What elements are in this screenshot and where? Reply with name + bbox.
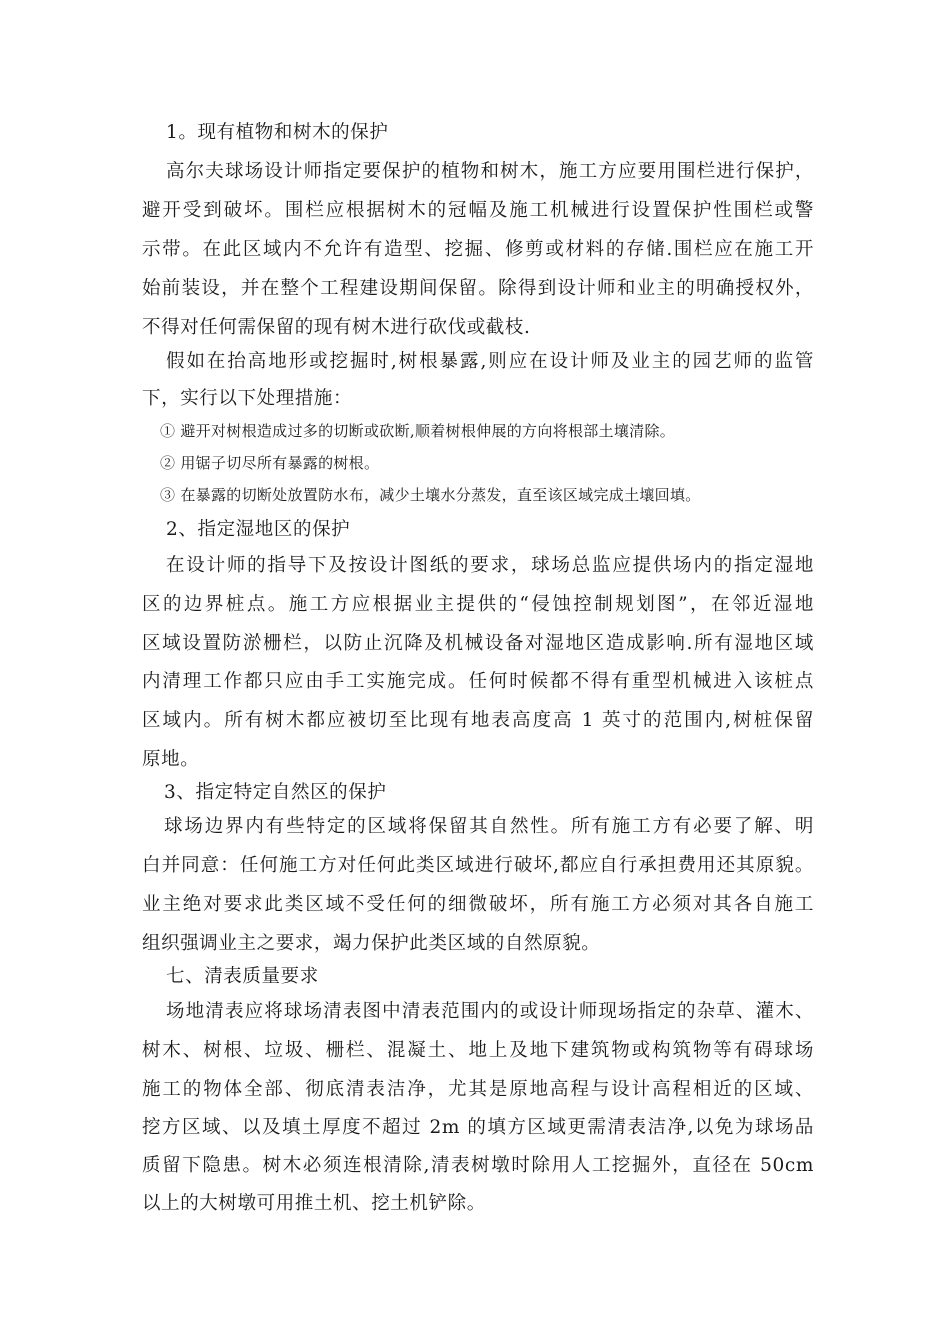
section-heading-1: 1。现有植物和树木的保护: [166, 122, 389, 143]
paragraph-line: 质留下隐患。树木必须连根清除,清表树墩时除用人工挖掘外，直径在 50cm: [142, 1155, 814, 1176]
paragraph-line: 区的边界桩点。施工方应根据业主提供的“侵蚀控制规划图”，在邻近湿地: [142, 594, 814, 615]
list-item-2: ② 用锯子切尽所有暴露的树根。: [160, 454, 380, 472]
paragraph-line: 以上的大树墩可用推土机、挖土机铲除。: [142, 1193, 486, 1214]
paragraph-line: 内清理工作都只应由手工实施完成。任何时候都不得有重型机械进入该桩点: [142, 671, 814, 692]
section-heading-4: 七、清表质量要求: [166, 966, 319, 987]
paragraph-line: 组织强调业主之要求，竭力保护此类区域的自然原貌。: [142, 933, 601, 954]
paragraph-line: 场地清表应将球场清表图中清表范围内的或设计师现场指定的杂草、灌木、: [166, 1001, 814, 1022]
paragraph-line: 区域设置防淤栅栏，以防止沉降及机械设备对湿地区造成影响.所有湿地区域: [142, 633, 814, 654]
paragraph-line: 区域内。所有树木都应被切至比现有地表高度高 1 英寸的范围内,树桩保留: [142, 710, 814, 731]
paragraph-line: 原地。: [142, 749, 200, 770]
paragraph-line: 树木、树根、垃圾、栅栏、混凝土、地上及地下建筑物或构筑物等有碍球场: [142, 1040, 814, 1061]
paragraph-line: 球场边界内有些特定的区域将保留其自然性。所有施工方有必要了解、明: [164, 816, 814, 837]
paragraph-line: 白并同意：任何施工方对任何此类区域进行破坏,都应自行承担费用还其原貌。: [142, 855, 814, 876]
paragraph-line: 施工的物体全部、彻底清表洁净，尤其是原地高程与设计高程相近的区域、: [142, 1079, 814, 1100]
section-heading-3: 3、指定特定自然区的保护: [164, 782, 387, 803]
paragraph-line: 高尔夫球场设计师指定要保护的植物和树木，施工方应要用围栏进行保护，: [166, 161, 814, 182]
paragraph-line: 避开受到破坏。围栏应根据树木的冠幅及施工机械进行设置保护性围栏或警: [142, 200, 814, 221]
paragraph-line: 示带。在此区域内不允许有造型、挖掘、修剪或材料的存储.围栏应在施工开: [142, 239, 814, 260]
paragraph-line: 始前装设，并在整个工程建设期间保留。除得到设计师和业主的明确授权外，: [142, 278, 814, 299]
paragraph-line: 下，实行以下处理措施：: [142, 388, 353, 409]
paragraph-line: 业主绝对要求此类区域不受任何的细微破坏，所有施工方必须对其各自施工: [142, 894, 814, 915]
paragraph-line: 不得对任何需保留的现有树木进行砍伐或截枝.: [142, 317, 531, 338]
section-heading-2: 2、指定湿地区的保护: [166, 519, 351, 540]
paragraph-line: 挖方区域、以及填土厚度不超过 2m 的填方区域更需清表洁净,以免为球场品: [142, 1117, 814, 1138]
paragraph-line: 假如在抬高地形或挖掘时,树根暴露,则应在设计师及业主的园艺师的监管: [166, 351, 814, 372]
list-item-3: ③ 在暴露的切断处放置防水布，减少土壤水分蒸发，直至该区域完成土壤回填。: [160, 486, 701, 504]
paragraph-line: 在设计师的指导下及按设计图纸的要求，球场总监应提供场内的指定湿地: [166, 555, 814, 576]
list-item-1: ① 避开对树根造成过多的切断或砍断,顺着树根伸展的方向将根部土壤清除。: [160, 422, 676, 440]
